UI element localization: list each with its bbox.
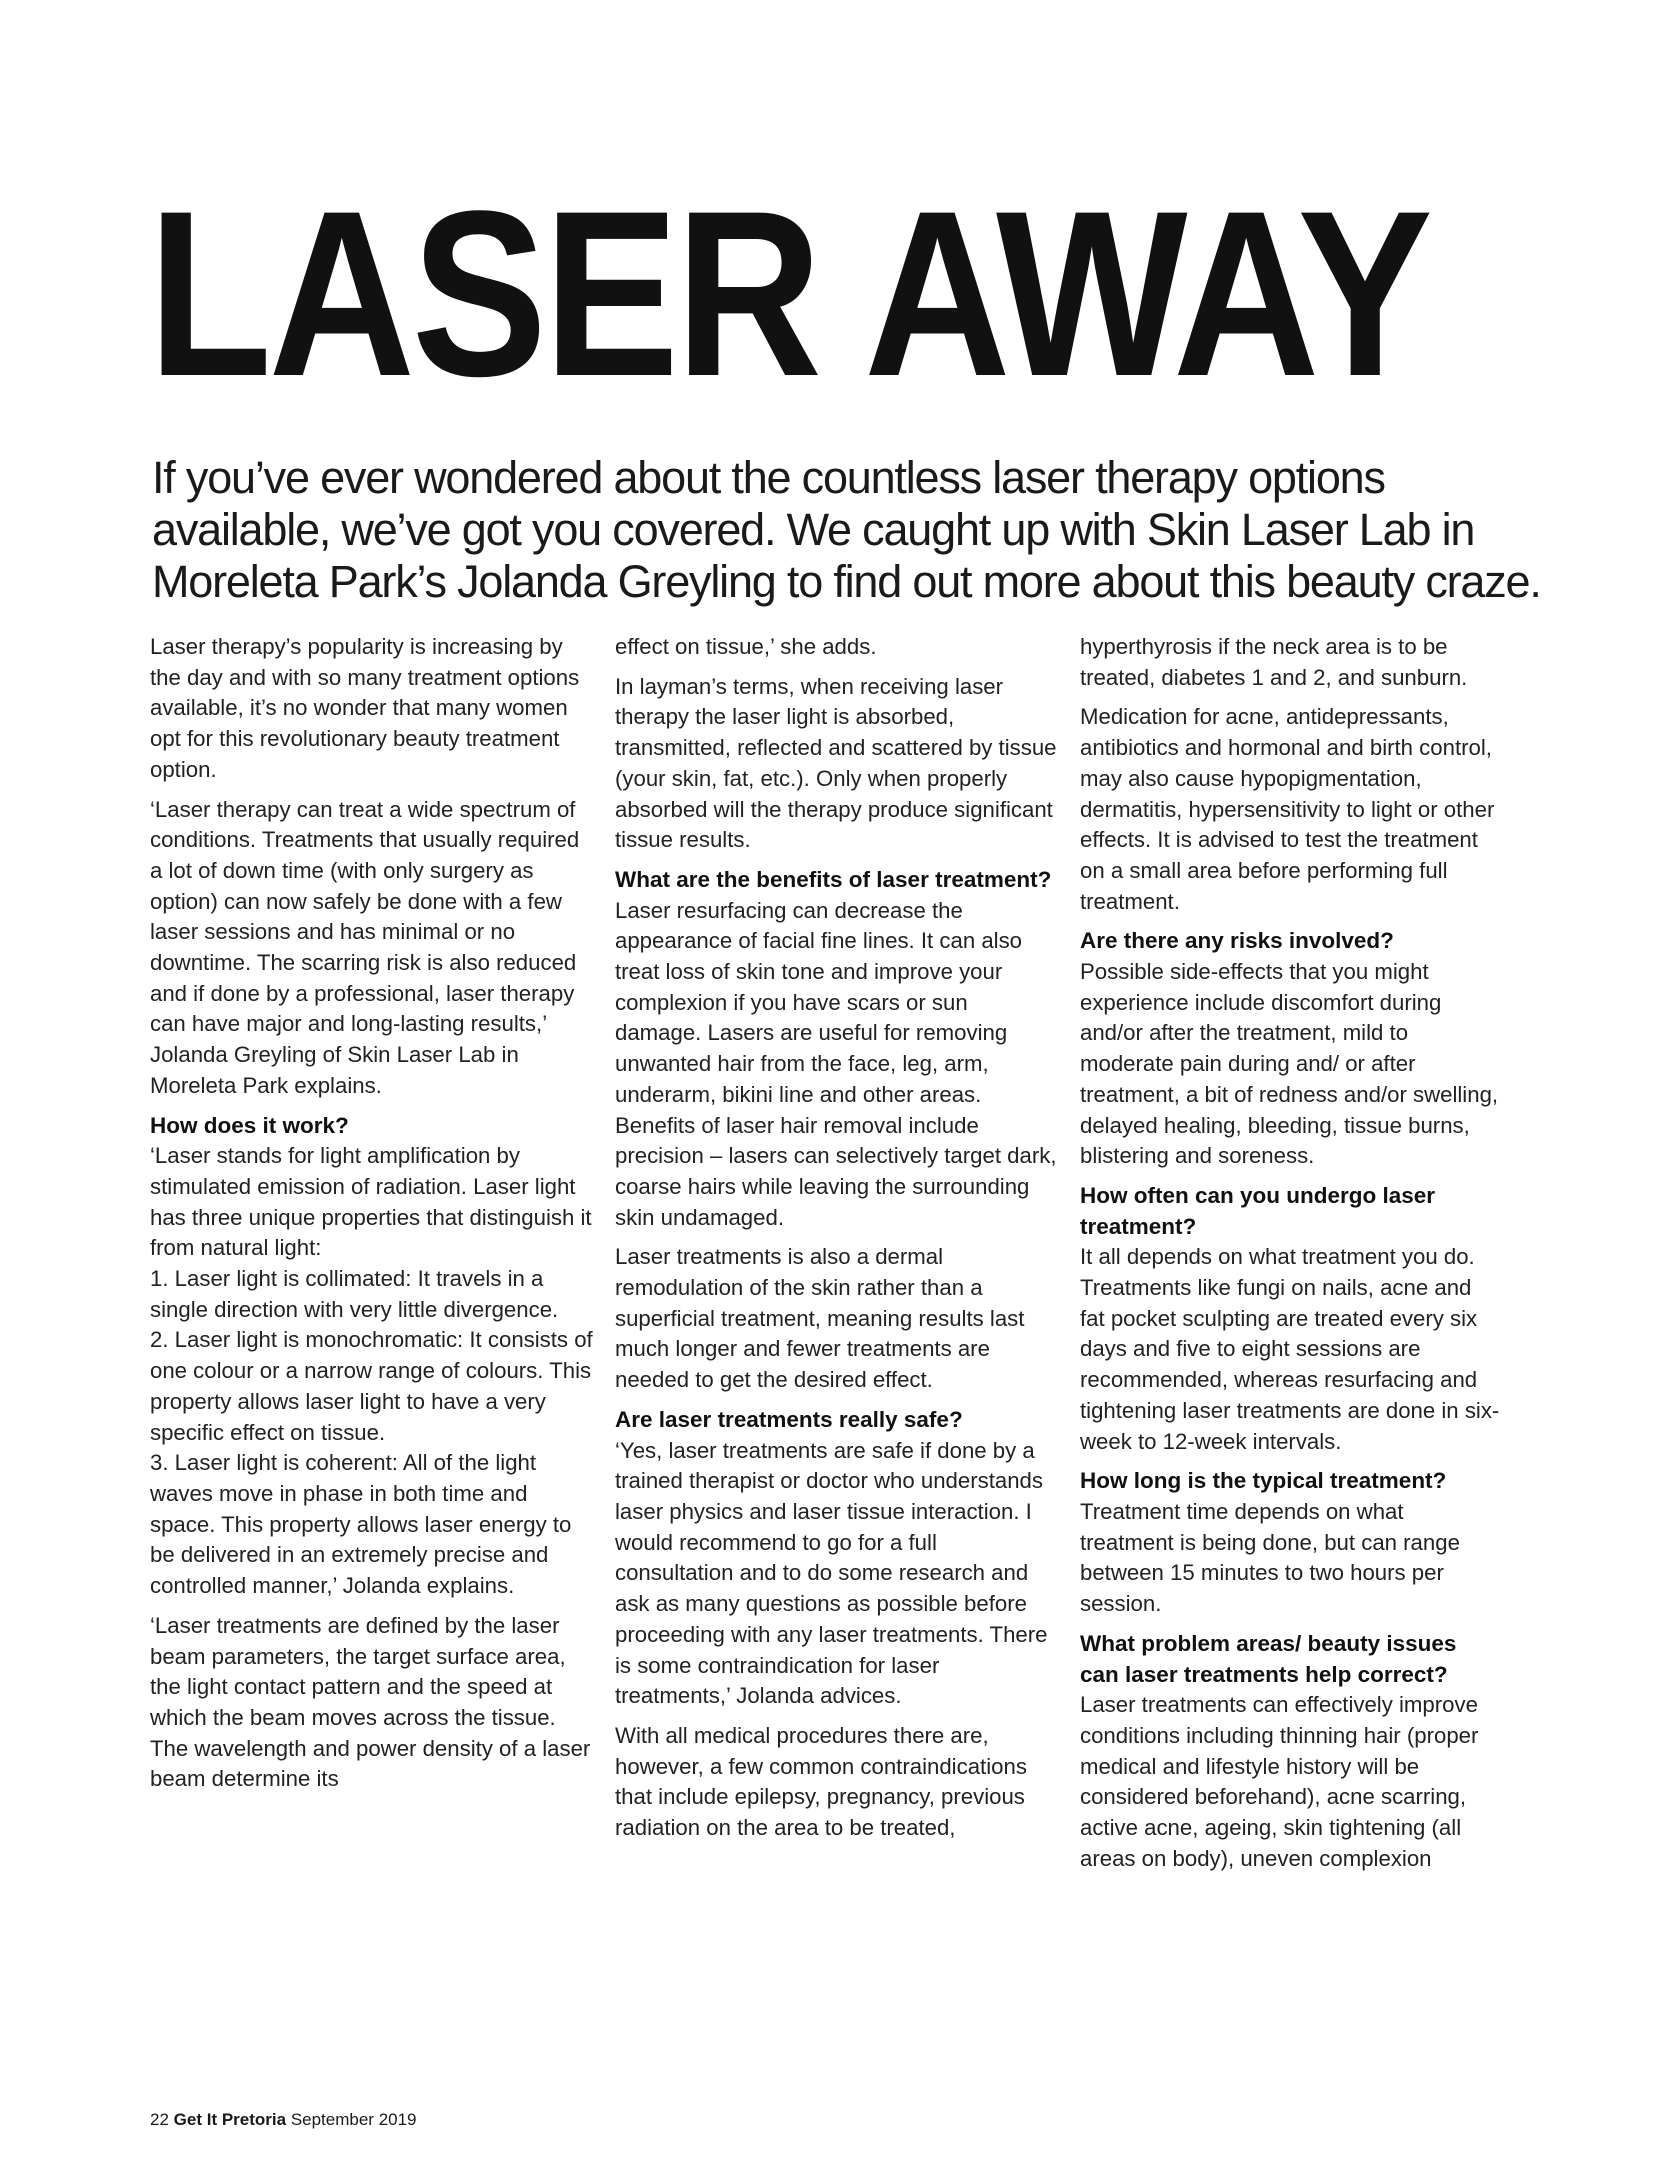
body-paragraph: Laser resurfacing can decrease the appearance of facial fine lines. It can also treat loss of skin tone and improve your complexion if you have scars or sun damage. Lasers are useful for removing unwanted hair from the face, leg, arm, underarm, bikini line and other areas. Benefits of laser hair removal include precision – lasers can selectively target dark, coarse hairs while leaving the surrounding skin undamaged. bbox=[615, 897, 1057, 1230]
section-heading: Are there any risks involved? bbox=[1080, 928, 1394, 954]
section-heading: What problem areas/ beauty issues can laser treatments help correct? bbox=[1080, 1630, 1457, 1687]
body-paragraph: 1. Laser light is collimated: It travels in a single direction with very little divergence. bbox=[150, 1266, 559, 1322]
body-paragraph: Laser treatments is also a dermal remodulation of the skin rather than a superficial treatment, meaning results last much longer and fewer treatments are needed to get the desired effect. bbox=[615, 1244, 1025, 1393]
body-paragraph: Laser treatments can effectively improve conditions including thinning hair (proper medical and lifestyle history will be considered beforehand), acne scarring, active acne, ageing, skin tightening (all areas on body), uneven complexion bbox=[1080, 1692, 1479, 1871]
section-heading: How long is the typical treatment? bbox=[1080, 1468, 1447, 1494]
issue-date: September 2019 bbox=[290, 2110, 417, 2129]
body-paragraph: In layman’s terms, when receiving laser therapy the laser light is absorbed, transmitted, reflected and scattered by tissue (your skin, fat, etc.). Only when properly absorbed will the therapy produce significant tissue results. bbox=[615, 673, 1057, 853]
body-paragraph: 2. Laser light is monochromatic: It consists of one colour or a narrow range of colours. This property allows laser light to have a very specific effect on tissue. bbox=[150, 1327, 593, 1445]
body-paragraph: ‘Laser stands for light amplification by stimulated emission of radiation. Laser light has three unique properties that distinguish it from natural light: bbox=[150, 1143, 592, 1261]
article-standfirst: If you’ve ever wondered about the countless laser therapy options available, we’ve got you covered. We caught up with Skin Laser Lab in Moreleta Park’s Jolanda Greyling to find out more about this beauty craze. bbox=[152, 452, 1541, 607]
body-paragraph: Possible side-effects that you might experience include discomfort during and/or after the treatment, mild to moderate pain during and/ or after treatment, a bit of redness and/or swelling, delayed healing, bleeding, tissue burns, blistering and soreness. bbox=[1080, 959, 1499, 1169]
body-paragraph: It all depends on what treatment you do. Treatments like fungi on nails, acne and fat pocket sculpting are treated every six days and five to eight sessions are recommended, whereas resurfacing and tightening laser treatments are done in six-week to 12-week intervals. bbox=[1080, 1244, 1500, 1454]
body-paragraph: Medication for acne, antidepressants, antibiotics and hormonal and birth control, may also cause hypopigmentation, dermatitis, hypersensitivity to light or other effects. It is advised to test the treatment on a small area before performing full treatment. bbox=[1080, 704, 1495, 914]
body-paragraph: ‘Laser treatments are defined by the laser beam parameters, the target surface area, the light contact pattern and the speed at which the beam moves across the tissue. The wavelength and power density of a laser beam determine its bbox=[150, 1612, 591, 1792]
body-paragraph: hyperthyrosis if the neck area is to be treated, diabetes 1 and 2, and sunburn. bbox=[1080, 634, 1468, 690]
body-paragraph: Treatment time depends on what treatment is being done, but can range between 15 minutes to two hours per session. bbox=[1080, 1498, 1460, 1617]
article-column-2 bbox=[615, 632, 1060, 1853]
page-footer bbox=[150, 2110, 417, 2130]
body-paragraph: Laser therapy’s popularity is increasing by the day and with so many treatment options available, it’s no wonder that many women opt for this revolutionary beauty treatment option. bbox=[150, 634, 580, 782]
body-paragraph: 3. Laser light is coherent: All of the light waves move in phase in both time and space. This property allows laser energy to be delivered in an extremely precise and controlled manner,’ Jolanda explains. bbox=[150, 1450, 572, 1599]
body-paragraph: ‘Laser therapy can treat a wide spectrum of conditions. Treatments that usually required a lot of down time (with only surgery as option) can now safely be done with a few laser sessions and has minimal or no downtime. The scarring risk is also reduced and if done by a professional, laser therapy can have major and long-lasting results,’ Jolanda Greyling of Skin Laser Lab in Moreleta Park explains. bbox=[150, 796, 580, 1098]
section-heading: How often can you undergo laser treatment? bbox=[1080, 1182, 1436, 1239]
section-heading: Are laser treatments really safe? bbox=[615, 1406, 963, 1432]
article-column-1 bbox=[150, 632, 595, 1804]
body-paragraph: effect on tissue,’ she adds. bbox=[615, 634, 877, 659]
publication-name: Get It Pretoria bbox=[173, 2110, 287, 2129]
body-paragraph: ‘Yes, laser treatments are safe if done by a trained therapist or doctor who understands laser physics and laser tissue interaction. I would recommend to go for a full consultation and to do some research and ask as many questions as possible before proceeding with any laser treatments. There is some contraindication for laser treatments,’ Jolanda advices. bbox=[615, 1437, 1048, 1709]
page-number: 22 bbox=[150, 2110, 169, 2129]
article-title: LASER AWAY bbox=[148, 162, 1430, 426]
article-column-3 bbox=[1080, 632, 1500, 1883]
section-heading: How does it work? bbox=[150, 1112, 349, 1138]
section-heading: What are the benefits of laser treatment? bbox=[615, 866, 1052, 892]
body-paragraph: With all medical procedures there are, however, a few common contraindications that include epilepsy, pregnancy, previous radiation on the area to be treated, bbox=[615, 1722, 1027, 1841]
